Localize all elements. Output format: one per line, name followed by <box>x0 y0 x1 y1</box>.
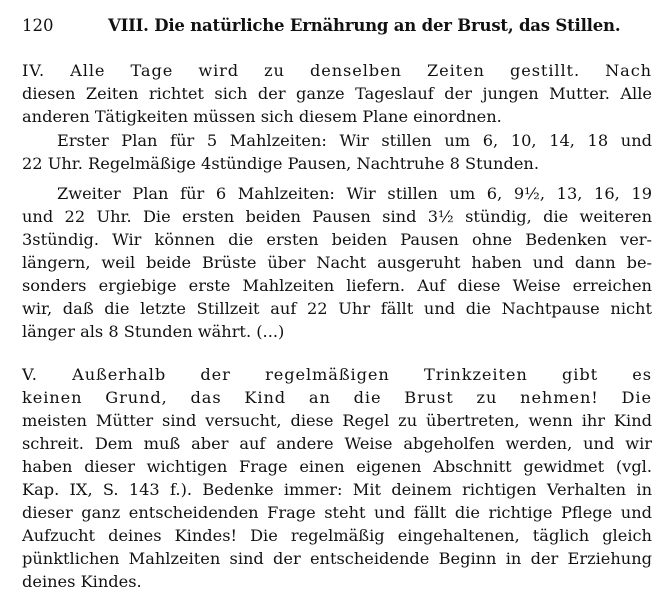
text-line: haben dieser wichtigen Frage einen eigenen Abschnitt gewidmet (vgl. <box>22 457 652 476</box>
text-line: Aufzucht deines Kindes! Die regelmäßig eingehaltenen, täglich gleich <box>22 526 652 545</box>
text-line: sonders ergiebige erste Mahlzeiten liefern. Auf diese Weise erreichen <box>22 276 652 295</box>
page-number: 120 <box>22 16 54 35</box>
text-line: anderen Tätigkeiten müssen sich diesem Plane einordnen. <box>22 107 502 126</box>
text-line: und 22 Uhr. Die ersten beiden Pausen sind 3½ stündig, die weiteren <box>22 207 652 226</box>
text-line: 22 Uhr. Regelmäßige 4stündige Pausen, Nachtruhe 8 Stunden. <box>22 154 539 173</box>
text-line: deines Kindes. <box>22 572 142 591</box>
text-line: V. Außerhalb der regelmäßigen Trinkzeiten gibt es <box>22 365 652 384</box>
text-line: Erster Plan für 5 Mahlzeiten: Wir stillen um 6, 10, 14, 18 und <box>57 131 652 150</box>
text-line: 3stündig. Wir können die ersten beiden Pausen ohne Bedenken ver- <box>22 230 652 249</box>
text-line: diesen Zeiten richtet sich der ganze Tageslauf der jungen Mutter. Alle <box>22 84 652 103</box>
text-line: dieser ganz entscheidenden Frage steht und fällt die richtige Pflege und <box>22 503 652 522</box>
text-line: meisten Mütter sind versucht, diese Regel zu übertreten, wenn ihr Kind <box>22 411 652 430</box>
text-line: schreit. Dem muß aber auf andere Weise abgeholfen werden, und wir <box>22 434 652 453</box>
text-line: pünktlichen Mahlzeiten sind der entscheidende Beginn in der Erziehung <box>22 549 652 568</box>
text-line: Kap. IX, S. 143 f.). Bedenke immer: Mit deinem richtigen Verhalten in <box>22 480 652 499</box>
text-line: Zweiter Plan für 6 Mahlzeiten: Wir stillen um 6, 9½, 13, 16, 19 <box>57 184 652 203</box>
chapter-title: VIII. Die natürliche Ernährung an der Brust, das Stillen. <box>108 16 621 35</box>
page-header <box>22 14 652 38</box>
text-line: wir, daß die letzte Stillzeit auf 22 Uhr fällt und die Nachtpause nicht <box>22 299 652 318</box>
text-line: längern, weil beide Brüste über Nacht ausgeruht haben und dann be- <box>22 253 652 272</box>
text-line: IV. Alle Tage wird zu denselben Zeiten gestillt. Nach <box>22 61 652 80</box>
text-line: keinen Grund, das Kind an die Brust zu nehmen! Die <box>22 388 652 407</box>
text-line: länger als 8 Stunden währt. (...) <box>22 322 285 341</box>
